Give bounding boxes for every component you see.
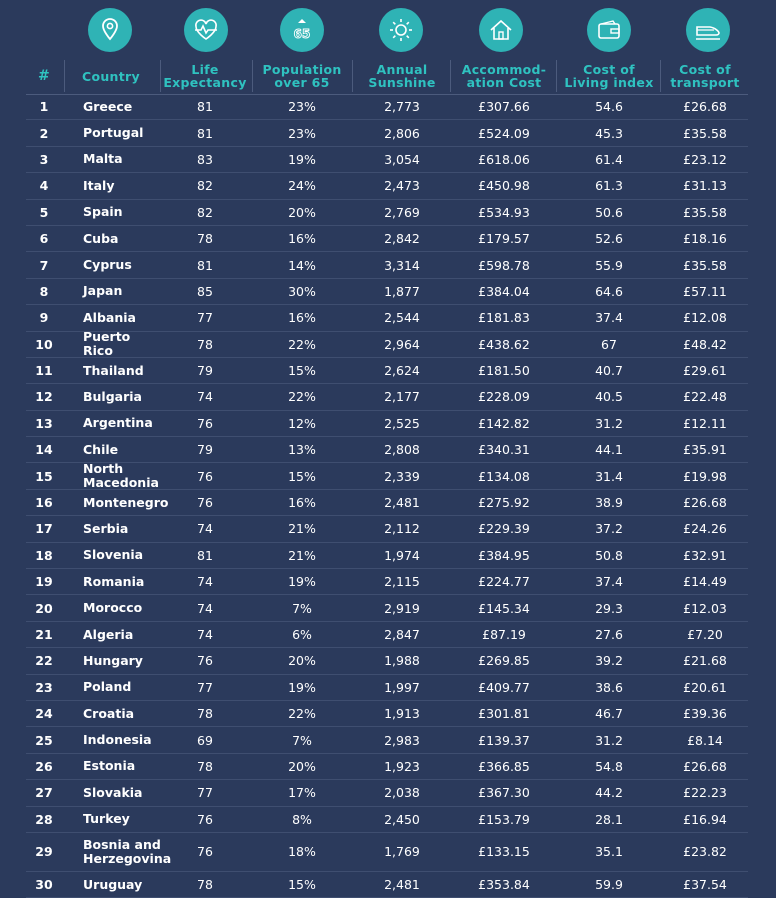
cell-life-expectancy: 74 [197, 574, 213, 590]
cell-country: Hungary [83, 652, 143, 668]
cell-rank: 25 [35, 732, 53, 748]
cell-cost-of-living: 37.4 [595, 574, 623, 590]
cell-accommodation-cost: £366.85 [478, 758, 530, 774]
cell-accommodation-cost: £340.31 [478, 442, 530, 458]
table-row [26, 648, 748, 674]
cell-accommodation-cost: £384.95 [478, 547, 530, 563]
cell-annual-sunshine: 1,974 [384, 547, 420, 563]
cell-accommodation-cost: £228.09 [478, 389, 530, 405]
cell-country: Thailand [83, 362, 144, 378]
cell-life-expectancy: 83 [197, 151, 213, 167]
cell-country: Portugal [83, 125, 144, 141]
cell-accommodation-cost: £534.93 [478, 204, 530, 220]
cell-accommodation-cost: £181.50 [478, 363, 530, 379]
heartbeat-icon [184, 8, 228, 52]
table-row [26, 147, 748, 173]
cell-accommodation-cost: £87.19 [482, 627, 526, 642]
cell-annual-sunshine: 2,177 [384, 389, 420, 405]
cell-annual-sunshine: 2,450 [384, 811, 420, 827]
cell-population-over-65: 21% [288, 521, 316, 537]
cell-life-expectancy: 76 [197, 811, 213, 827]
cell-rank: 4 [39, 178, 49, 194]
sun-icon [379, 8, 423, 52]
cell-accommodation-cost: £301.81 [478, 706, 530, 722]
cell-life-expectancy: 79 [197, 363, 213, 379]
cell-life-expectancy: 78 [197, 877, 213, 893]
cell-cost-of-living: 61.4 [595, 151, 623, 167]
cell-life-expectancy: 74 [197, 627, 213, 642]
cell-cost-of-transport: £57.11 [683, 283, 727, 299]
table-row [26, 807, 748, 833]
cell-population-over-65: 19% [288, 574, 316, 590]
cell-rank: 18 [35, 547, 53, 563]
header-country: Country [82, 68, 140, 84]
cell-annual-sunshine: 1,997 [384, 679, 420, 695]
cell-annual-sunshine: 1,923 [384, 758, 420, 774]
table-row [26, 329, 748, 359]
cell-cost-of-transport: £23.82 [683, 844, 727, 860]
cell-population-over-65: 7% [292, 600, 312, 616]
table-row [26, 622, 748, 648]
cell-rank: 29 [35, 844, 53, 860]
cell-accommodation-cost: £438.62 [478, 336, 530, 352]
cell-cost-of-transport: £8.14 [687, 732, 723, 748]
cell-rank: 24 [35, 706, 53, 722]
cell-annual-sunshine: 2,038 [384, 785, 420, 801]
header-population-over-65: Population over 65 [262, 62, 342, 90]
cell-population-over-65: 16% [288, 495, 316, 511]
cell-life-expectancy: 77 [197, 785, 213, 801]
cell-cost-of-transport: £37.54 [683, 877, 727, 893]
cell-annual-sunshine: 2,919 [384, 600, 420, 616]
cell-country: Albania [83, 309, 136, 325]
cell-country: Italy [83, 177, 115, 193]
cell-accommodation-cost: £153.79 [478, 811, 530, 827]
cell-population-over-65: 23% [288, 99, 316, 115]
table-row [26, 490, 748, 516]
cell-country: Turkey [83, 811, 130, 827]
cell-population-over-65: 20% [288, 653, 316, 669]
cell-accommodation-cost: £384.04 [478, 283, 530, 299]
cell-country: Serbia [83, 520, 129, 536]
cell-rank: 6 [39, 231, 49, 247]
cell-cost-of-transport: £35.91 [683, 442, 727, 458]
header-cost-of-living: Cost of Living index [564, 62, 654, 90]
cell-accommodation-cost: £133.15 [478, 844, 530, 860]
cell-life-expectancy: 76 [197, 653, 213, 669]
cell-population-over-65: 16% [288, 231, 316, 247]
cell-annual-sunshine: 2,112 [384, 521, 420, 537]
cell-cost-of-transport: £21.68 [683, 653, 727, 669]
cell-rank: 20 [35, 600, 53, 616]
table-row [26, 569, 748, 595]
cell-cost-of-living: 44.2 [595, 785, 623, 801]
header-cost-of-transport: Cost of transport [670, 62, 740, 90]
cell-country: Bulgaria [83, 388, 142, 404]
cell-annual-sunshine: 2,983 [384, 732, 420, 748]
cell-country: Bosnia and Herzegovina [83, 836, 172, 866]
header-rank: # [37, 67, 51, 84]
cell-country: Estonia [83, 758, 136, 774]
house-icon [479, 8, 523, 52]
cell-country: Croatia [83, 705, 135, 721]
cell-population-over-65: 15% [288, 877, 316, 893]
cell-cost-of-transport: £35.58 [683, 204, 727, 220]
cell-accommodation-cost: £134.08 [478, 468, 530, 484]
cell-population-over-65: 12% [288, 415, 316, 431]
cell-rank: 1 [39, 99, 49, 115]
cell-rank: 7 [39, 257, 49, 273]
icon-row [0, 8, 776, 54]
cell-cost-of-living: 38.9 [595, 495, 623, 511]
table-row [26, 279, 748, 305]
cell-annual-sunshine: 2,847 [384, 627, 420, 642]
cell-accommodation-cost: £229.39 [478, 521, 530, 537]
cell-life-expectancy: 74 [197, 521, 213, 537]
cell-cost-of-living: 35.1 [595, 844, 623, 860]
cell-life-expectancy: 78 [197, 231, 213, 247]
table-row [26, 516, 748, 542]
cell-cost-of-transport: £20.61 [683, 679, 727, 695]
cell-accommodation-cost: £450.98 [478, 178, 530, 194]
cell-cost-of-living: 31.2 [595, 415, 623, 431]
cell-population-over-65: 14% [288, 257, 316, 273]
cell-country: Japan [83, 283, 123, 299]
table-header [26, 58, 748, 95]
cell-rank: 22 [35, 653, 53, 669]
cell-rank: 13 [35, 415, 53, 431]
cell-accommodation-cost: £367.30 [478, 785, 530, 801]
age-65-icon [280, 8, 324, 52]
cell-population-over-65: 22% [288, 389, 316, 405]
location-pin-icon [88, 8, 132, 52]
cell-population-over-65: 19% [288, 151, 316, 167]
cell-population-over-65: 20% [288, 758, 316, 774]
cell-annual-sunshine: 2,806 [384, 125, 420, 141]
cell-country: Malta [83, 151, 123, 167]
cell-cost-of-living: 28.1 [595, 811, 623, 827]
header-annual-sunshine: Annual Sunshine [368, 62, 436, 90]
table-row [26, 701, 748, 727]
cell-accommodation-cost: £409.77 [478, 679, 530, 695]
cell-annual-sunshine: 2,481 [384, 495, 420, 511]
cell-cost-of-transport: £26.68 [683, 99, 727, 115]
cell-accommodation-cost: £224.77 [478, 574, 530, 590]
table-row [26, 437, 748, 463]
cell-population-over-65: 16% [288, 310, 316, 326]
cell-accommodation-cost: £353.84 [478, 877, 530, 893]
cell-population-over-65: 15% [288, 363, 316, 379]
cell-cost-of-transport: £12.11 [683, 415, 727, 431]
cell-country: Greece [83, 98, 133, 114]
cell-population-over-65: 7% [292, 732, 312, 748]
cell-rank: 15 [35, 468, 53, 484]
cell-population-over-65: 13% [288, 442, 316, 458]
table-row [26, 94, 748, 120]
cell-country: Poland [83, 679, 132, 695]
cell-cost-of-living: 59.9 [595, 877, 623, 893]
cell-cost-of-transport: £48.42 [683, 336, 727, 352]
cell-life-expectancy: 77 [197, 679, 213, 695]
cell-accommodation-cost: £142.82 [478, 415, 530, 431]
cell-annual-sunshine: 2,964 [384, 336, 420, 352]
table-row [26, 675, 748, 701]
cell-population-over-65: 8% [292, 811, 312, 827]
table-row [26, 200, 748, 226]
cell-population-over-65: 22% [288, 706, 316, 722]
cell-cost-of-living: 37.4 [595, 310, 623, 326]
cell-population-over-65: 6% [292, 627, 312, 642]
cell-rank: 2 [39, 125, 49, 141]
cell-rank: 27 [35, 785, 53, 801]
cell-cost-of-living: 61.3 [595, 178, 623, 194]
cell-country: Spain [83, 204, 123, 220]
cell-rank: 12 [35, 389, 53, 405]
cell-population-over-65: 19% [288, 679, 316, 695]
cell-population-over-65: 30% [288, 283, 316, 299]
cell-annual-sunshine: 2,525 [384, 415, 420, 431]
table-row [26, 872, 748, 898]
cell-life-expectancy: 81 [197, 99, 213, 115]
cell-country: Indonesia [83, 732, 152, 748]
table-row [26, 833, 748, 872]
cell-rank: 11 [35, 363, 53, 379]
cell-rank: 17 [35, 521, 53, 537]
cell-population-over-65: 23% [288, 125, 316, 141]
cell-population-over-65: 24% [288, 178, 316, 194]
cell-annual-sunshine: 1,988 [384, 653, 420, 669]
header-accommodation-cost: Accommod- ation Cost [461, 62, 547, 90]
cell-accommodation-cost: £275.92 [478, 495, 530, 511]
cell-cost-of-living: 27.6 [595, 627, 623, 642]
train-icon [686, 8, 730, 52]
cell-annual-sunshine: 2,473 [384, 178, 420, 194]
cell-rank: 14 [35, 442, 53, 458]
cell-cost-of-transport: £18.16 [683, 231, 727, 247]
table-row [26, 780, 748, 806]
cell-rank: 19 [35, 574, 53, 590]
cell-annual-sunshine: 3,054 [384, 151, 420, 167]
table-row [26, 384, 748, 410]
cell-population-over-65: 18% [288, 844, 316, 860]
svg-text:65: 65 [293, 27, 311, 41]
cell-accommodation-cost: £269.85 [478, 653, 530, 669]
cell-country: Cyprus [83, 257, 132, 273]
cell-accommodation-cost: £179.57 [478, 231, 530, 247]
wallet-icon [587, 8, 631, 52]
cell-rank: 5 [39, 204, 49, 220]
cell-rank: 21 [35, 627, 53, 642]
cell-rank: 26 [35, 758, 53, 774]
cell-cost-of-transport: £23.12 [683, 151, 727, 167]
cell-annual-sunshine: 1,877 [384, 283, 420, 299]
header-life-expectancy: Life Expectancy [163, 62, 247, 90]
cell-cost-of-living: 40.7 [595, 363, 623, 379]
cell-annual-sunshine: 2,808 [384, 442, 420, 458]
cell-life-expectancy: 78 [197, 758, 213, 774]
cell-rank: 8 [39, 283, 49, 299]
cell-cost-of-transport: £22.23 [683, 785, 727, 801]
cell-rank: 23 [35, 679, 53, 695]
cell-cost-of-living: 31.4 [595, 468, 623, 484]
cell-accommodation-cost: £145.34 [478, 600, 530, 616]
cell-annual-sunshine: 2,769 [384, 204, 420, 220]
cell-cost-of-living: 52.6 [595, 231, 623, 247]
cell-annual-sunshine: 2,544 [384, 310, 420, 326]
table-row [26, 120, 748, 146]
cell-accommodation-cost: £307.66 [478, 99, 530, 115]
cell-cost-of-transport: £12.03 [683, 600, 727, 616]
cell-population-over-65: 22% [288, 336, 316, 352]
cell-accommodation-cost: £524.09 [478, 125, 530, 141]
cell-cost-of-transport: £26.68 [683, 758, 727, 774]
cell-life-expectancy: 82 [197, 204, 213, 220]
cell-rank: 28 [35, 811, 53, 827]
cell-country: Argentina [83, 415, 153, 431]
cell-life-expectancy: 85 [197, 283, 213, 299]
cell-population-over-65: 15% [288, 468, 316, 484]
table-row [26, 595, 748, 621]
cell-cost-of-living: 54.6 [595, 99, 623, 115]
cell-cost-of-transport: £14.49 [683, 574, 727, 590]
cell-life-expectancy: 81 [197, 257, 213, 273]
table-row [26, 754, 748, 780]
table-row [26, 173, 748, 199]
table-row [26, 543, 748, 569]
cell-annual-sunshine: 2,842 [384, 231, 420, 247]
cell-annual-sunshine: 2,481 [384, 877, 420, 893]
cell-annual-sunshine: 3,314 [384, 257, 420, 273]
cell-country: Uruguay [83, 876, 143, 892]
cell-cost-of-transport: £7.20 [687, 627, 723, 642]
cell-cost-of-transport: £35.58 [683, 125, 727, 141]
cell-country: Puerto Rico [83, 329, 131, 359]
cell-cost-of-transport: £26.68 [683, 495, 727, 511]
cell-country: North Macedonia [83, 461, 159, 491]
cell-population-over-65: 17% [288, 785, 316, 801]
cell-accommodation-cost: £181.83 [478, 310, 530, 326]
cell-cost-of-living: 67 [601, 336, 617, 352]
cell-country: Chile [83, 441, 119, 457]
cell-cost-of-transport: £29.61 [683, 363, 727, 379]
cell-life-expectancy: 77 [197, 310, 213, 326]
cell-country: Slovenia [83, 547, 144, 563]
table-row [26, 305, 748, 331]
cell-cost-of-living: 31.2 [595, 732, 623, 748]
cell-life-expectancy: 82 [197, 178, 213, 194]
cell-cost-of-living: 37.2 [595, 521, 623, 537]
cell-annual-sunshine: 2,115 [384, 574, 420, 590]
cell-cost-of-living: 44.1 [595, 442, 623, 458]
table-body [26, 94, 748, 898]
cell-life-expectancy: 76 [197, 415, 213, 431]
cell-annual-sunshine: 2,339 [384, 468, 420, 484]
cell-population-over-65: 20% [288, 204, 316, 220]
cell-rank: 3 [39, 151, 49, 167]
cell-accommodation-cost: £139.37 [478, 732, 530, 748]
cell-cost-of-transport: £32.91 [683, 547, 727, 563]
cell-life-expectancy: 78 [197, 706, 213, 722]
table-row [26, 226, 748, 252]
cell-cost-of-transport: £31.13 [683, 178, 727, 194]
cell-cost-of-living: 38.6 [595, 679, 623, 695]
table-row [26, 463, 748, 489]
cell-cost-of-living: 64.6 [595, 283, 623, 299]
cell-country: Slovakia [83, 784, 143, 800]
cell-cost-of-living: 54.8 [595, 758, 623, 774]
cell-annual-sunshine: 2,773 [384, 99, 420, 115]
cell-cost-of-transport: £12.08 [683, 310, 727, 326]
cell-country: Morocco [83, 600, 143, 616]
cell-rank: 16 [35, 495, 53, 511]
cell-life-expectancy: 81 [197, 125, 213, 141]
cell-accommodation-cost: £618.06 [478, 151, 530, 167]
cell-life-expectancy: 81 [197, 547, 213, 563]
cell-rank: 9 [39, 310, 49, 326]
cell-cost-of-living: 39.2 [595, 653, 623, 669]
cell-life-expectancy: 69 [197, 732, 213, 748]
cell-cost-of-transport: £22.48 [683, 389, 727, 405]
cell-rank: 30 [35, 877, 53, 893]
cell-life-expectancy: 76 [197, 844, 213, 860]
cell-accommodation-cost: £598.78 [478, 257, 530, 273]
cell-life-expectancy: 76 [197, 468, 213, 484]
table-row [26, 252, 748, 278]
cell-cost-of-living: 29.3 [595, 600, 623, 616]
cell-country: Romania [83, 573, 145, 589]
cell-population-over-65: 21% [288, 547, 316, 563]
cell-life-expectancy: 78 [197, 336, 213, 352]
cell-country: Montenegro [83, 494, 169, 510]
cell-country: Cuba [83, 230, 119, 246]
cell-rank: 10 [35, 336, 53, 352]
cell-annual-sunshine: 1,769 [384, 844, 420, 860]
cell-life-expectancy: 76 [197, 495, 213, 511]
cell-cost-of-living: 46.7 [595, 706, 623, 722]
cell-annual-sunshine: 2,624 [384, 363, 420, 379]
cell-life-expectancy: 79 [197, 442, 213, 458]
cell-cost-of-transport: £16.94 [683, 811, 727, 827]
table-row [26, 411, 748, 437]
cell-cost-of-living: 45.3 [595, 125, 623, 141]
cell-annual-sunshine: 1,913 [384, 706, 420, 722]
table-row [26, 358, 748, 384]
table-row [26, 727, 748, 753]
cell-cost-of-living: 55.9 [595, 257, 623, 273]
cell-cost-of-transport: £39.36 [683, 706, 727, 722]
cell-country: Algeria [83, 626, 134, 642]
cell-life-expectancy: 74 [197, 389, 213, 405]
cell-life-expectancy: 74 [197, 600, 213, 616]
cell-cost-of-living: 40.5 [595, 389, 623, 405]
cell-cost-of-living: 50.8 [595, 547, 623, 563]
cell-cost-of-transport: £19.98 [683, 468, 727, 484]
cell-cost-of-transport: £35.58 [683, 257, 727, 273]
cell-cost-of-transport: £24.26 [683, 521, 727, 537]
cell-cost-of-living: 50.6 [595, 204, 623, 220]
